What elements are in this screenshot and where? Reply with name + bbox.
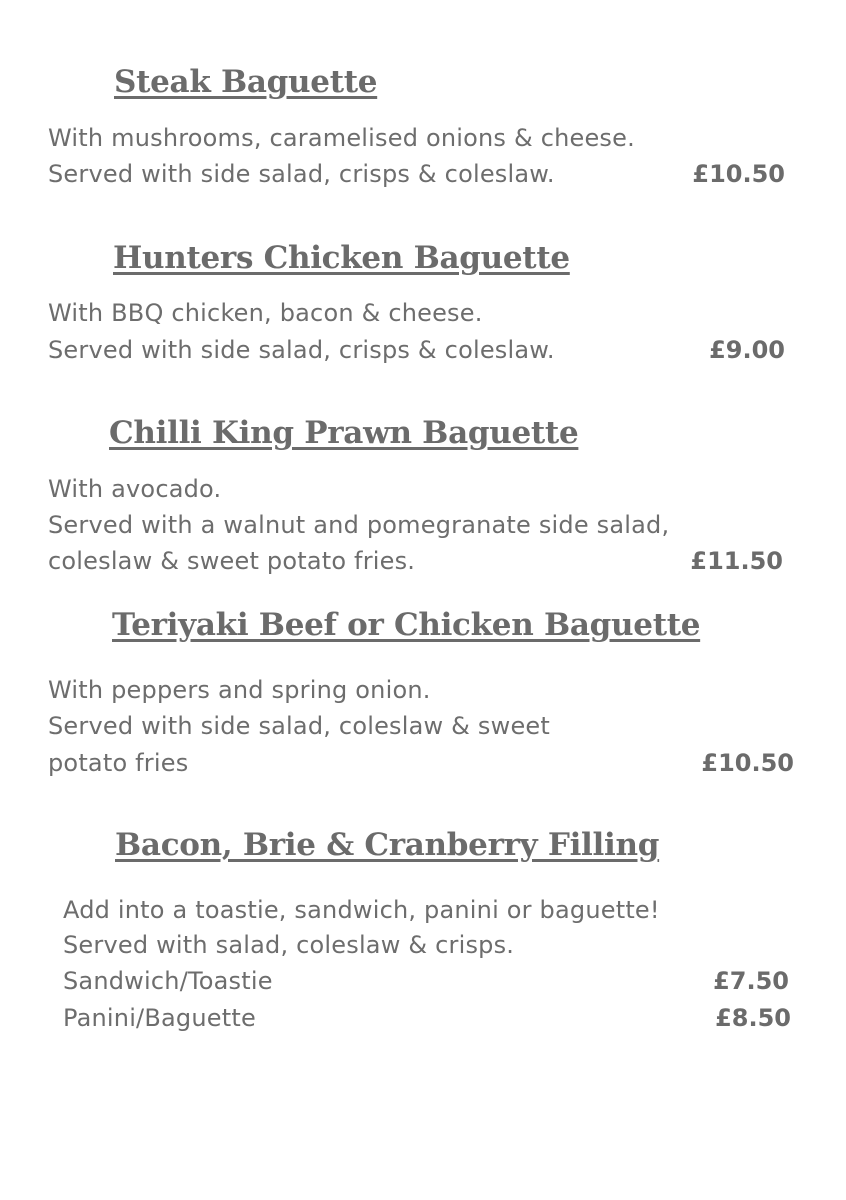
- item-title-steak-baguette: Steak Baguette: [114, 64, 378, 100]
- item-price: £11.50: [690, 547, 783, 575]
- item-title-bacon-brie-cranberry: Bacon, Brie & Cranberry Filling: [115, 827, 660, 863]
- item-description-line: Served with side salad, crisps & coleslaw.: [48, 160, 555, 188]
- item-description-line: coleslaw & sweet potato fries.: [48, 547, 416, 575]
- item-title-chilli-king-prawn-baguette: Chilli King Prawn Baguette: [109, 415, 579, 451]
- item-title-hunters-chicken-baguette: Hunters Chicken Baguette: [113, 240, 570, 276]
- option-label-sandwich-toastie: Sandwich/Toastie: [63, 967, 273, 995]
- item-description-line: With mushrooms, caramelised onions & cheese.: [48, 124, 635, 152]
- item-price: £10.50: [701, 749, 794, 777]
- option-price-panini-baguette: £8.50: [715, 1004, 791, 1032]
- item-description-line: potato fries: [48, 749, 189, 777]
- item-description-line: Served with side salad, crisps & coleslaw.: [48, 336, 555, 364]
- item-description-line: With avocado.: [48, 475, 222, 503]
- item-description-line: With peppers and spring onion.: [48, 676, 431, 704]
- item-description-line: Served with side salad, coleslaw & sweet: [48, 712, 550, 740]
- item-description-line: Served with a walnut and pomegranate side salad,: [48, 511, 670, 539]
- option-price-sandwich-toastie: £7.50: [713, 967, 789, 995]
- item-description-line: Served with salad, coleslaw & crisps.: [63, 931, 515, 959]
- item-description-line: With BBQ chicken, bacon & cheese.: [48, 299, 483, 327]
- option-label-panini-baguette: Panini/Baguette: [63, 1004, 256, 1032]
- item-price: £10.50: [692, 160, 785, 188]
- item-description-line: Add into a toastie, sandwich, panini or baguette!: [63, 896, 660, 924]
- item-price: £9.00: [709, 336, 785, 364]
- item-title-teriyaki-baguette: Teriyaki Beef or Chicken Baguette: [112, 607, 701, 643]
